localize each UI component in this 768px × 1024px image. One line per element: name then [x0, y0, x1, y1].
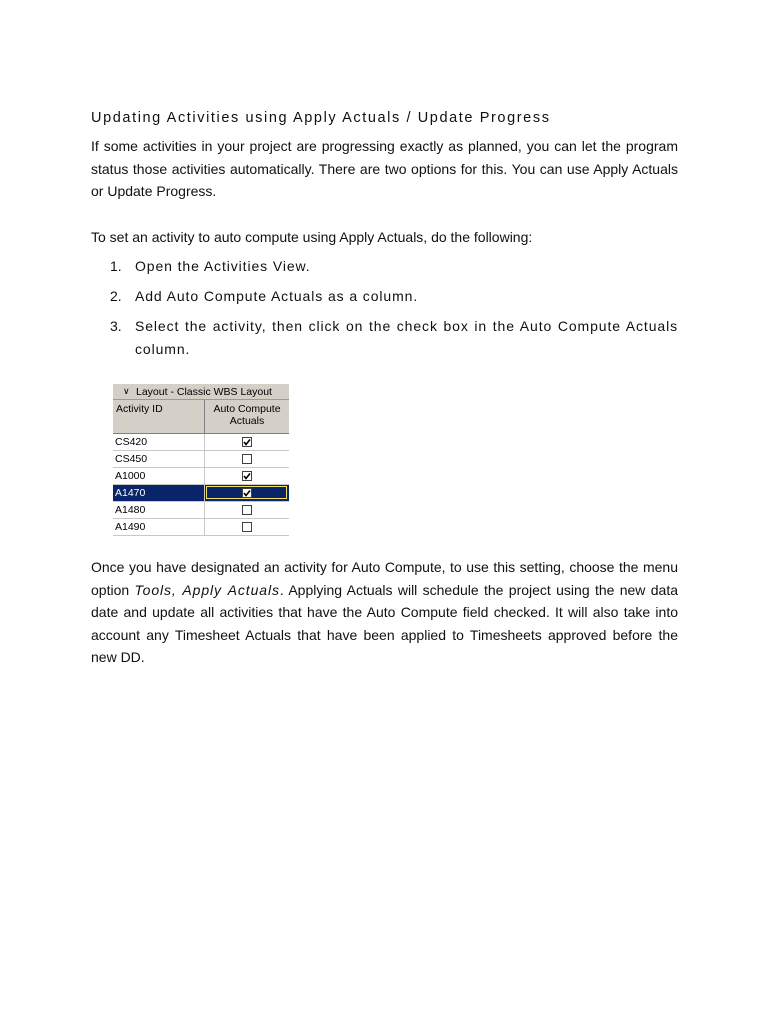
step-text: Open the Activities View.: [135, 258, 311, 274]
activity-id-cell: A1000: [115, 470, 146, 482]
checkmark-icon: [243, 489, 251, 497]
auto-compute-checkbox[interactable]: [242, 471, 252, 481]
column-header-activity-id[interactable]: Activity ID: [113, 400, 205, 433]
closing-text-before: Once you have designated an activity for Auto Compute, to use this setting, choose the menu option: [91, 559, 678, 598]
table-row[interactable]: [113, 502, 289, 519]
step-number: 3.: [110, 318, 122, 334]
auto-compute-checkbox[interactable]: [242, 488, 252, 498]
layout-grid-screenshot: [113, 384, 289, 538]
section-heading: Updating Activities using Apply Actuals / Update Progress: [91, 110, 551, 126]
activity-id-cell: CS450: [115, 453, 148, 465]
grid-title: Layout - Classic WBS Layout: [136, 386, 272, 398]
intro-paragraph: If some activities in your project are progressing exactly as planned, you can let the program status those activities automatically. There are two options for this. You can use Apply Actuals or Update Progress.: [91, 138, 678, 199]
activity-id-cell: A1480: [115, 504, 146, 516]
auto-compute-checkbox[interactable]: [242, 437, 252, 447]
grid-header: [113, 400, 289, 434]
setup-paragraph: To set an activity to auto compute using Apply Actuals, do the following:: [91, 229, 533, 245]
menu-option-text: Tools, Apply Actuals: [134, 581, 280, 598]
activity-id-cell: A1490: [115, 521, 146, 533]
table-row[interactable]: [113, 519, 289, 536]
chevron-down-icon[interactable]: ∨: [123, 386, 130, 396]
list-item: [110, 285, 678, 308]
activity-id-cell: A1470: [115, 487, 146, 499]
list-item: [110, 255, 678, 278]
list-item: [110, 315, 678, 361]
table-row[interactable]: [113, 451, 289, 468]
step-number: 2.: [110, 288, 122, 304]
step-number: 1.: [110, 258, 122, 274]
closing-text-after: . Applying Actuals will schedule the project using the new data date and update all activities that have the Auto Compute field checked. It will also take into account any Timesheet Actuals that have been applied to Timesheets approved before the new DD.: [91, 581, 678, 665]
auto-compute-checkbox[interactable]: [242, 454, 252, 464]
table-row[interactable]: [113, 434, 289, 451]
checkmark-icon: [243, 438, 251, 446]
column-header-auto-compute-actuals[interactable]: Auto Compute Actuals: [213, 403, 281, 427]
step-text: Add Auto Compute Actuals as a column.: [135, 288, 419, 304]
activity-id-cell: CS420: [115, 436, 148, 448]
grid-title-bar[interactable]: [113, 384, 289, 400]
step-text: Select the activity, then click on the check box in the Auto Compute Actuals column.: [135, 318, 678, 357]
table-row-selected[interactable]: [113, 485, 289, 502]
table-row[interactable]: [113, 468, 289, 485]
closing-paragraph: [91, 556, 678, 669]
auto-compute-checkbox[interactable]: [242, 522, 252, 532]
checkmark-icon: [243, 472, 251, 480]
auto-compute-checkbox[interactable]: [242, 505, 252, 515]
